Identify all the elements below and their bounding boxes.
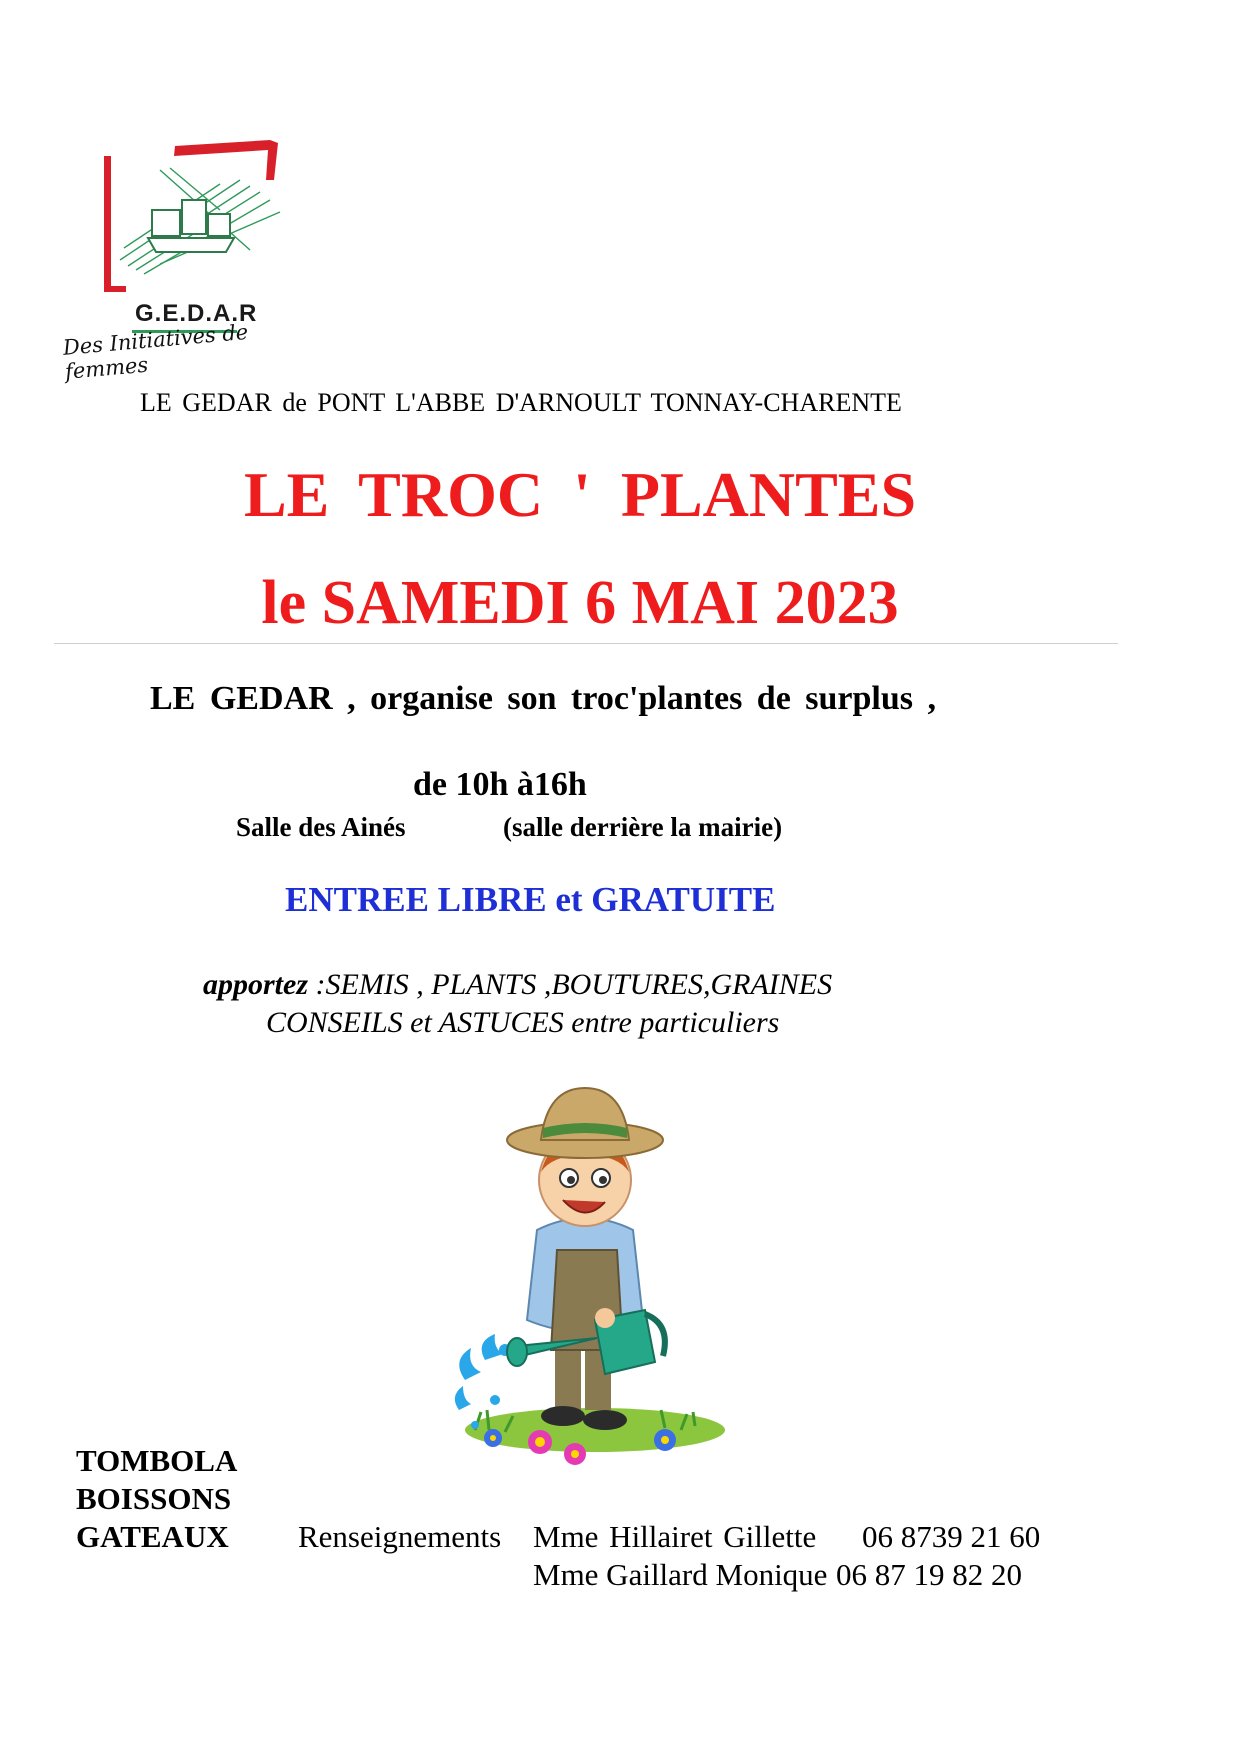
extra-item: TOMBOLA (76, 1443, 238, 1478)
bring-line (203, 968, 832, 1002)
bring-items: :SEMIS , PLANTS ,BOUTURES,GRAINES (308, 968, 833, 1001)
logo-tagline: Des Initiatives de femmes (62, 319, 250, 384)
event-venue: Salle des Ainés (236, 812, 406, 842)
contact-name: Mme Hillairet Gillette (533, 1519, 817, 1554)
bring-label: apportez (203, 968, 308, 1001)
event-title: LE TROC ' PLANTES (243, 459, 917, 530)
organization-line: LE GEDAR de PONT L'ABBE D'ARNOULT TONNAY-CHARENTE (140, 388, 902, 417)
gardener-watering-can-icon (445, 1070, 725, 1465)
event-intro: LE GEDAR , organise son troc'plantes de surplus , (150, 680, 937, 717)
contact-name: Mme Gaillard Monique (533, 1557, 828, 1592)
advice-line: CONSEILS et ASTUCES entre particuliers (266, 1006, 780, 1039)
event-venue-note: (salle derrière la mairie) (503, 812, 783, 842)
event-hours: de 10h à16h (413, 766, 587, 803)
contact-phone: 06 87 19 82 20 (836, 1557, 1022, 1592)
entry-info: ENTREE LIBRE et GRATUITE (285, 880, 776, 919)
info-label: Renseignements (298, 1519, 502, 1554)
logo-name: G.E.D.A.R (135, 300, 258, 327)
divider (54, 643, 1118, 644)
extra-item: GATEAUX (76, 1519, 229, 1554)
contact-phone: 06 8739 21 60 (862, 1519, 1041, 1554)
gedar-logo (60, 140, 310, 390)
gedar-logo-mark-icon (100, 140, 290, 300)
event-date: le SAMEDI 6 MAI 2023 (261, 569, 899, 637)
extra-item: BOISSONS (76, 1481, 232, 1516)
